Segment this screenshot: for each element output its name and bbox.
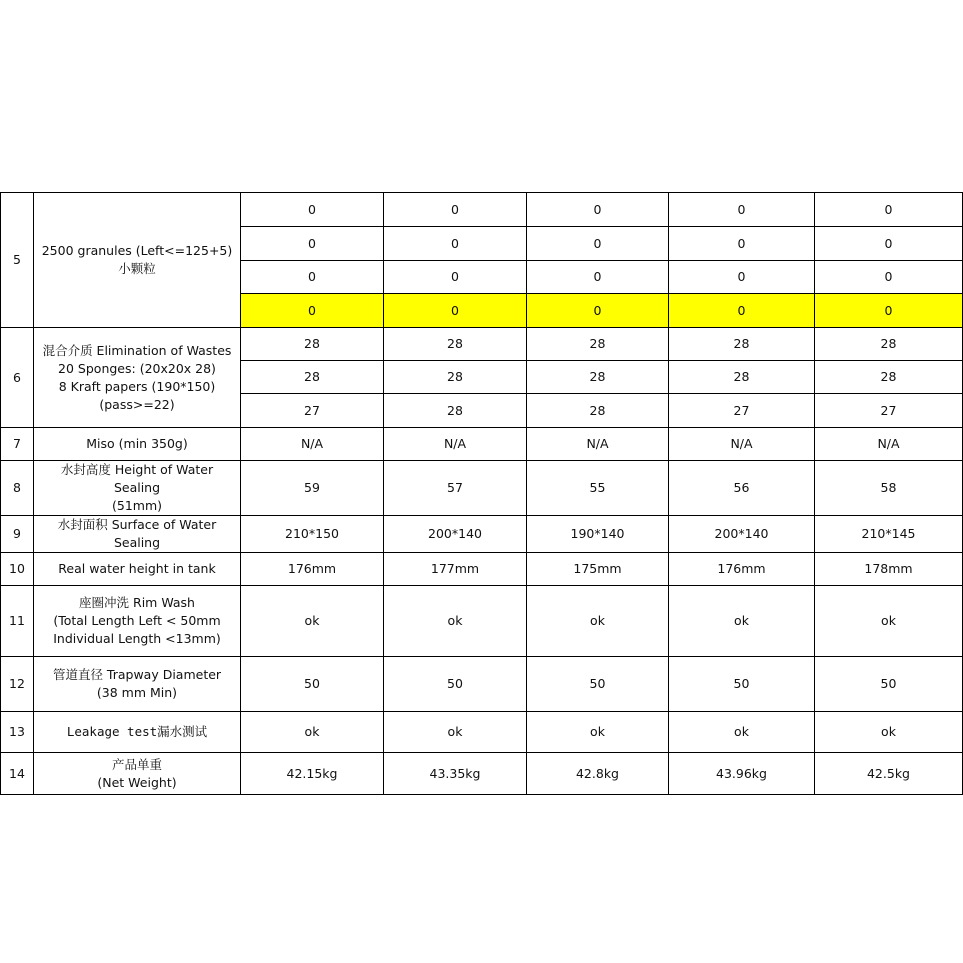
table-cell: 28 bbox=[384, 394, 527, 428]
table-cell: 56 bbox=[669, 461, 815, 516]
table-cell: 210*145 bbox=[815, 516, 963, 553]
table-row bbox=[1, 712, 963, 753]
table-row bbox=[1, 753, 963, 795]
row-description: 管道直径 Trapway Diameter (38 mm Min) bbox=[34, 657, 241, 712]
table-cell: ok bbox=[384, 586, 527, 657]
table-cell: 176mm bbox=[669, 553, 815, 586]
table-cell: 190*140 bbox=[527, 516, 669, 553]
table-row bbox=[1, 657, 963, 712]
table-cell: 27 bbox=[669, 394, 815, 428]
table-cell: 50 bbox=[241, 657, 384, 712]
table-cell: 28 bbox=[815, 361, 963, 394]
table-row bbox=[1, 553, 963, 586]
table-row bbox=[1, 428, 963, 461]
table-cell: 28 bbox=[384, 328, 527, 361]
row-description: 2500 granules (Left<=125+5) 小颗粒 bbox=[34, 193, 241, 328]
table-cell: 0 bbox=[815, 193, 963, 227]
table-cell: 59 bbox=[241, 461, 384, 516]
table-cell: 0 bbox=[527, 193, 669, 227]
row-description: 混合介质 Elimination of Wastes 20 Sponges: (20x20x 28) 8 Kraft papers (190*150) (pass>=22) bbox=[34, 328, 241, 428]
table-cell: ok bbox=[815, 712, 963, 753]
row-description: Leakage test漏水测试 bbox=[34, 712, 241, 753]
spec-table bbox=[0, 192, 963, 795]
table-cell: 55 bbox=[527, 461, 669, 516]
table-cell-highlighted: 0 bbox=[815, 294, 963, 328]
row-description: 水封高度 Height of Water Sealing (51mm) bbox=[34, 461, 241, 516]
table-cell: 43.35kg bbox=[384, 753, 527, 795]
row-description: 水封面积 Surface of Water Sealing bbox=[34, 516, 241, 553]
table-cell: 28 bbox=[527, 328, 669, 361]
row-number: 5 bbox=[1, 193, 34, 328]
table-cell: 50 bbox=[815, 657, 963, 712]
table-cell: 0 bbox=[241, 261, 384, 294]
row-number: 11 bbox=[1, 586, 34, 657]
table-cell: 210*150 bbox=[241, 516, 384, 553]
table-cell: 28 bbox=[241, 361, 384, 394]
table-cell: 0 bbox=[241, 227, 384, 261]
table-cell: N/A bbox=[241, 428, 384, 461]
table-cell: 176mm bbox=[241, 553, 384, 586]
table-cell: 0 bbox=[241, 193, 384, 227]
table-cell: N/A bbox=[384, 428, 527, 461]
table-cell: 28 bbox=[527, 394, 669, 428]
table-cell-highlighted: 0 bbox=[241, 294, 384, 328]
table-cell-highlighted: 0 bbox=[384, 294, 527, 328]
table-row bbox=[1, 586, 963, 657]
table-cell: 50 bbox=[669, 657, 815, 712]
table-cell: 28 bbox=[384, 361, 527, 394]
table-cell: 43.96kg bbox=[669, 753, 815, 795]
table-cell: ok bbox=[669, 712, 815, 753]
row-number: 10 bbox=[1, 553, 34, 586]
table-cell: 27 bbox=[815, 394, 963, 428]
table-cell: 27 bbox=[241, 394, 384, 428]
table-cell: 0 bbox=[384, 193, 527, 227]
table-row bbox=[1, 461, 963, 516]
table-cell: 42.8kg bbox=[527, 753, 669, 795]
table-cell: 0 bbox=[527, 261, 669, 294]
table-cell: 58 bbox=[815, 461, 963, 516]
table-cell: 0 bbox=[669, 227, 815, 261]
table-cell: ok bbox=[815, 586, 963, 657]
table-cell: 57 bbox=[384, 461, 527, 516]
table-cell: 177mm bbox=[384, 553, 527, 586]
table-cell: ok bbox=[384, 712, 527, 753]
table-row bbox=[1, 193, 963, 227]
row-number: 9 bbox=[1, 516, 34, 553]
row-description: Real water height in tank bbox=[34, 553, 241, 586]
table-row bbox=[1, 328, 963, 361]
table-row bbox=[1, 516, 963, 553]
table-cell: ok bbox=[527, 586, 669, 657]
table-cell: ok bbox=[241, 586, 384, 657]
table-cell: 28 bbox=[669, 328, 815, 361]
table-cell: 200*140 bbox=[384, 516, 527, 553]
table-cell: 28 bbox=[241, 328, 384, 361]
row-description: Miso (min 350g) bbox=[34, 428, 241, 461]
row-number: 14 bbox=[1, 753, 34, 795]
table-cell: N/A bbox=[815, 428, 963, 461]
table-cell: ok bbox=[527, 712, 669, 753]
table-cell: 0 bbox=[384, 227, 527, 261]
table-cell: ok bbox=[241, 712, 384, 753]
table-cell: 50 bbox=[527, 657, 669, 712]
table-cell: 0 bbox=[384, 261, 527, 294]
row-description: 产品单重 (Net Weight) bbox=[34, 753, 241, 795]
table-cell: 28 bbox=[527, 361, 669, 394]
row-number: 6 bbox=[1, 328, 34, 428]
table-cell: 50 bbox=[384, 657, 527, 712]
table-cell: 175mm bbox=[527, 553, 669, 586]
table-cell: 200*140 bbox=[669, 516, 815, 553]
row-number: 12 bbox=[1, 657, 34, 712]
table-cell: ok bbox=[669, 586, 815, 657]
table-cell: 42.5kg bbox=[815, 753, 963, 795]
table-cell: 0 bbox=[815, 227, 963, 261]
table-cell: 178mm bbox=[815, 553, 963, 586]
table-cell: 0 bbox=[669, 261, 815, 294]
table-cell: 0 bbox=[669, 193, 815, 227]
table-cell: 28 bbox=[815, 328, 963, 361]
table-cell: N/A bbox=[527, 428, 669, 461]
table-cell: N/A bbox=[669, 428, 815, 461]
table-cell: 0 bbox=[815, 261, 963, 294]
table-cell-highlighted: 0 bbox=[527, 294, 669, 328]
row-number: 13 bbox=[1, 712, 34, 753]
row-number: 8 bbox=[1, 461, 34, 516]
table-cell: 0 bbox=[527, 227, 669, 261]
row-number: 7 bbox=[1, 428, 34, 461]
table-cell: 28 bbox=[669, 361, 815, 394]
table-cell: 42.15kg bbox=[241, 753, 384, 795]
row-description: 座圈冲洗 Rim Wash (Total Length Left < 50mm Individual Length <13mm) bbox=[34, 586, 241, 657]
table-cell-highlighted: 0 bbox=[669, 294, 815, 328]
